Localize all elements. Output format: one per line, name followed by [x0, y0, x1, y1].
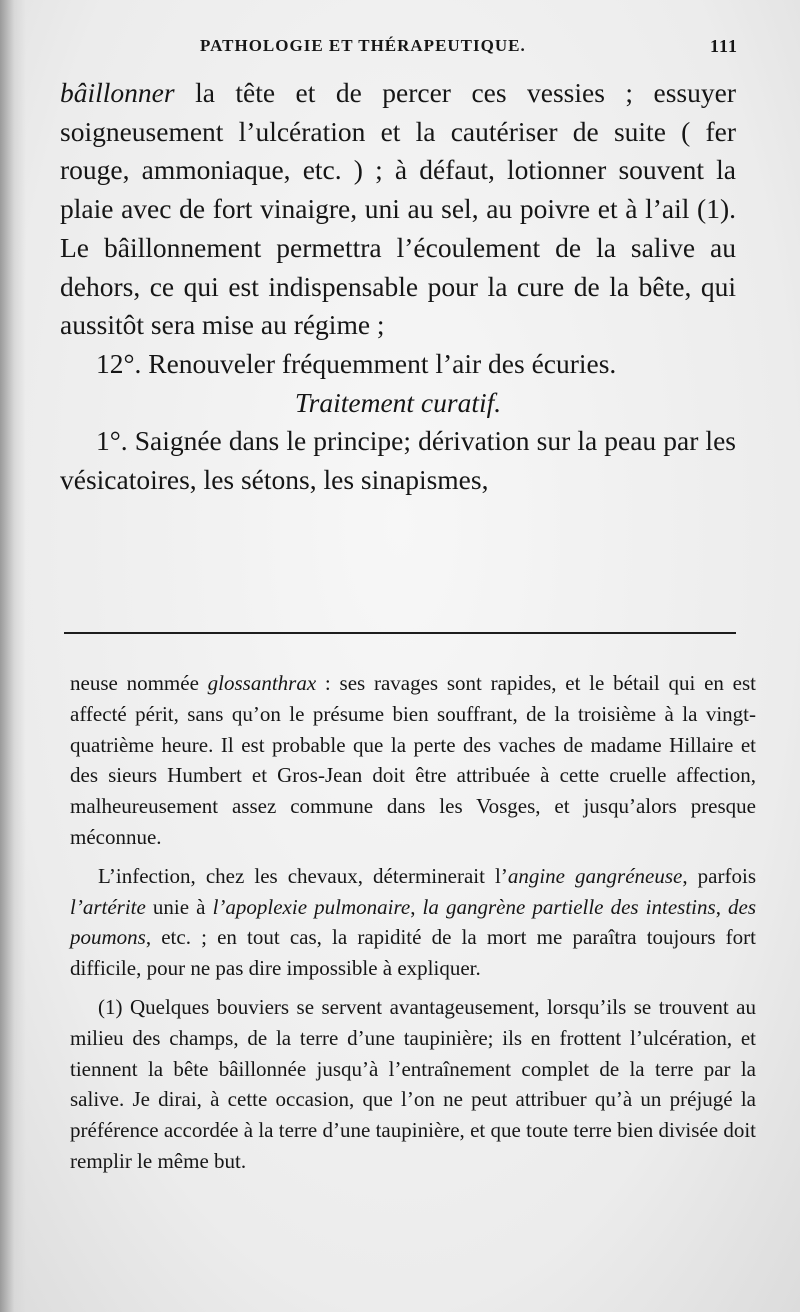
footnote-text: neuse nommée	[70, 671, 208, 695]
footnote-text: , etc. ; en tout cas, la rapidité de la mort me paraîtra toujours fort difficile, pour ne pas dire impossible à expliquer.	[70, 925, 756, 981]
footnote-italic: glossanthrax	[207, 671, 317, 695]
footnote-italic: l’artérite	[70, 894, 146, 919]
footnote-text: L’infection, chez les chevaux, déterminerait l’	[98, 863, 508, 888]
footnote-italic: angine gangréneuse	[507, 863, 683, 888]
footnote-continuation	[70, 668, 756, 853]
main-text	[60, 74, 736, 500]
footnote-text: ,	[410, 894, 423, 919]
footnote-text: , parfois	[682, 863, 756, 888]
footnotes	[70, 668, 756, 1177]
footnote-italic: la gangrène partielle des intestins	[422, 894, 716, 919]
list-item-1: 1°. Saignée dans le principe; dérivation sur la peau par les vésicatoires, les sétons, les sinapismes,	[60, 425, 736, 496]
page-number: 111	[709, 36, 738, 56]
footnote-text: : ses ravages sont rapides, et le bétail qui en est affecté périt, sans qu’on le présume bien souffrant, de la troisième à la vingt-quatrième heure. Il est probable que la perte des vaches de madame Hillaire et des sieurs Humbert et Gros-Jean doit être attribuée à cette cruelle affection, malheureusement assez commune dans les Vosges, et jusqu’alors presque méconnue.	[70, 671, 757, 849]
footnote-italic: des poumons	[70, 894, 757, 950]
footnote-text: unie à	[145, 894, 213, 919]
section-heading: Traitement curatif.	[294, 386, 502, 418]
running-title: PATHOLOGIE ET THÉRAPEUTIQUE.	[200, 36, 526, 55]
footnote-separator	[64, 632, 736, 634]
spine-shadow	[0, 0, 26, 1312]
footnote-1: (1) Quelques bouviers se servent avantageusement, lorsqu’ils se trouvent au milieu des champs, de la terre d’une taupinière; ils en frottent l’ulcération, et tiennent la bête bâillonnée jusqu’à l’entraînement complet de la terre par la salive. Je dirai, à cette occasion, que l’on ne peut attribuer qu’à un préjugé la préférence accordée à la terre d’une taupinière, et que toute terre bien divisée doit remplir le même but.	[70, 994, 756, 1173]
footnote-italic: l’apoplexie pulmonaire	[212, 894, 411, 919]
footnote-text: ,	[715, 894, 729, 919]
list-item-12: 12°. Renouveler fréquemment l’air des écuries.	[96, 347, 617, 379]
footnote-paragraph	[70, 861, 756, 984]
italic-word: bâillonner	[60, 77, 175, 108]
paragraph-text: la tête et de percer ces vessies ; essuyer soigneusement l’ulcération et la cautériser de suite ( fer rouge, ammoniaque, etc. ) ; à défaut, lotionner souvent la plaie avec de fort vinaigre, uni au sel, au poivre et à l’ail (1). Le bâillonnement permettra l’écoulement de la salive au dehors, ce qui est indispensable pour la cure de la bête, qui aussitôt sera mise au régime ;	[60, 77, 736, 341]
paragraph	[60, 74, 736, 345]
